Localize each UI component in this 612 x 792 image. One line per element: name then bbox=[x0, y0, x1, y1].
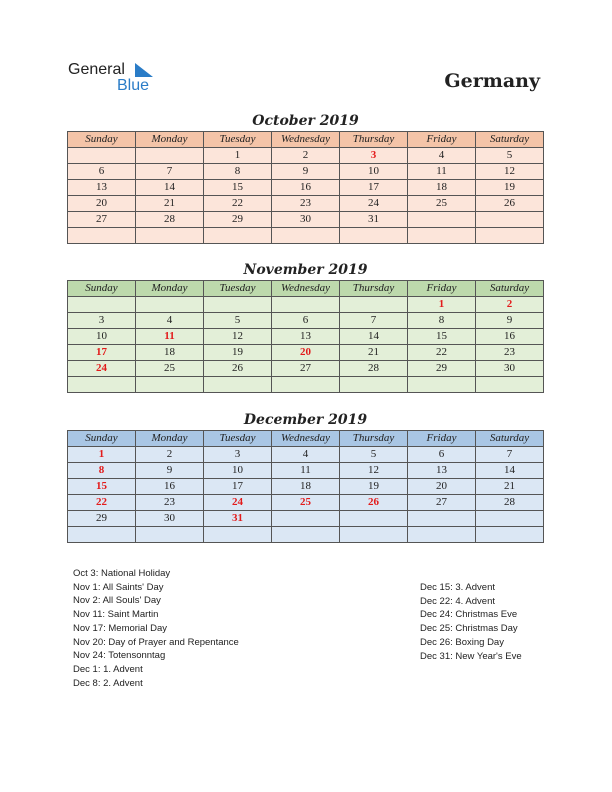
day-cell: 13 bbox=[272, 329, 340, 345]
weekday-header: Tuesday bbox=[204, 431, 272, 447]
day-cell: 9 bbox=[476, 313, 544, 329]
day-cell: 18 bbox=[272, 479, 340, 495]
holiday-note: Nov 2: All Souls' Day bbox=[73, 595, 161, 607]
day-cell: 22 bbox=[204, 196, 272, 212]
day-cell: 15 bbox=[204, 180, 272, 196]
country-title: Germany bbox=[444, 70, 540, 92]
day-cell: 5 bbox=[204, 313, 272, 329]
day-cell: 13 bbox=[408, 463, 476, 479]
day-cell bbox=[204, 527, 272, 543]
holiday-note: Dec 8: 2. Advent bbox=[73, 677, 143, 689]
day-cell bbox=[136, 297, 204, 313]
day-cell: 16 bbox=[272, 180, 340, 196]
day-cell bbox=[272, 377, 340, 393]
day-cell bbox=[68, 377, 136, 393]
day-cell: 24 bbox=[340, 196, 408, 212]
logo-text-general: General bbox=[68, 61, 125, 78]
day-cell: 14 bbox=[476, 463, 544, 479]
week-row bbox=[68, 228, 544, 244]
day-cell bbox=[340, 511, 408, 527]
holiday-note: Nov 20: Day of Prayer and Repentance bbox=[73, 636, 239, 648]
holiday-note: Dec 1: 1. Advent bbox=[73, 663, 143, 675]
day-cell bbox=[136, 377, 204, 393]
week-row bbox=[68, 345, 544, 361]
day-cell: 3 bbox=[340, 148, 408, 164]
day-cell: 12 bbox=[204, 329, 272, 345]
day-cell: 2 bbox=[272, 148, 340, 164]
day-cell: 1 bbox=[68, 447, 136, 463]
day-cell bbox=[68, 228, 136, 244]
weekday-header: Sunday bbox=[68, 431, 136, 447]
day-cell: 31 bbox=[204, 511, 272, 527]
day-cell: 18 bbox=[408, 180, 476, 196]
month-october bbox=[67, 111, 544, 244]
week-row bbox=[68, 196, 544, 212]
day-cell: 16 bbox=[476, 329, 544, 345]
week-row bbox=[68, 447, 544, 463]
weekday-header: Tuesday bbox=[204, 132, 272, 148]
month-title: October 2019 bbox=[252, 113, 359, 129]
week-row bbox=[68, 527, 544, 543]
week-row bbox=[68, 511, 544, 527]
weekday-header: Saturday bbox=[476, 431, 544, 447]
day-cell: 3 bbox=[68, 313, 136, 329]
week-row bbox=[68, 297, 544, 313]
day-cell: 12 bbox=[476, 164, 544, 180]
day-cell: 5 bbox=[340, 447, 408, 463]
weekday-header: Friday bbox=[408, 132, 476, 148]
day-cell bbox=[408, 527, 476, 543]
day-cell: 30 bbox=[476, 361, 544, 377]
day-cell: 7 bbox=[340, 313, 408, 329]
day-cell bbox=[476, 527, 544, 543]
day-cell: 25 bbox=[272, 495, 340, 511]
day-cell bbox=[476, 511, 544, 527]
day-cell bbox=[136, 148, 204, 164]
day-cell: 26 bbox=[204, 361, 272, 377]
holiday-note: Nov 17: Memorial Day bbox=[73, 622, 167, 634]
week-row bbox=[68, 463, 544, 479]
day-cell bbox=[204, 377, 272, 393]
weekday-header: Monday bbox=[136, 431, 204, 447]
day-cell: 17 bbox=[68, 345, 136, 361]
day-cell: 21 bbox=[476, 479, 544, 495]
day-cell bbox=[204, 297, 272, 313]
day-cell: 16 bbox=[136, 479, 204, 495]
holiday-note: Nov 24: Totensonntag bbox=[73, 650, 166, 662]
holiday-note: Dec 15: 3. Advent bbox=[420, 582, 495, 593]
day-cell: 19 bbox=[204, 345, 272, 361]
day-cell: 2 bbox=[136, 447, 204, 463]
weekday-header: Sunday bbox=[68, 132, 136, 148]
day-cell: 24 bbox=[68, 361, 136, 377]
weekday-header: Monday bbox=[136, 281, 204, 297]
day-cell: 23 bbox=[476, 345, 544, 361]
week-row bbox=[68, 212, 544, 228]
weekday-header: Friday bbox=[408, 281, 476, 297]
day-cell: 30 bbox=[272, 212, 340, 228]
weekday-header: Tuesday bbox=[204, 281, 272, 297]
day-cell bbox=[408, 212, 476, 228]
week-row bbox=[68, 148, 544, 164]
day-cell: 15 bbox=[408, 329, 476, 345]
day-cell: 29 bbox=[204, 212, 272, 228]
week-row bbox=[68, 313, 544, 329]
week-row bbox=[68, 361, 544, 377]
day-cell: 9 bbox=[272, 164, 340, 180]
day-cell: 14 bbox=[136, 180, 204, 196]
day-cell: 11 bbox=[408, 164, 476, 180]
day-cell: 8 bbox=[408, 313, 476, 329]
day-cell bbox=[204, 228, 272, 244]
day-cell bbox=[272, 527, 340, 543]
day-cell: 21 bbox=[340, 345, 408, 361]
day-cell: 1 bbox=[408, 297, 476, 313]
day-cell: 7 bbox=[476, 447, 544, 463]
day-cell: 23 bbox=[272, 196, 340, 212]
holiday-note: Dec 25: Christmas Day bbox=[420, 623, 518, 635]
day-cell: 2 bbox=[476, 297, 544, 313]
day-cell: 25 bbox=[408, 196, 476, 212]
day-cell: 20 bbox=[408, 479, 476, 495]
day-cell bbox=[476, 212, 544, 228]
holiday-note: Dec 26: Boxing Day bbox=[420, 636, 504, 648]
weekday-header-row bbox=[68, 281, 544, 297]
day-cell: 21 bbox=[136, 196, 204, 212]
weekday-header: Friday bbox=[408, 431, 476, 447]
day-cell bbox=[136, 228, 204, 244]
week-row bbox=[68, 479, 544, 495]
calendar-table bbox=[67, 430, 544, 543]
week-row bbox=[68, 329, 544, 345]
day-cell bbox=[476, 377, 544, 393]
day-cell: 18 bbox=[136, 345, 204, 361]
week-row bbox=[68, 180, 544, 196]
day-cell: 29 bbox=[408, 361, 476, 377]
day-cell: 8 bbox=[68, 463, 136, 479]
day-cell: 12 bbox=[340, 463, 408, 479]
week-row bbox=[68, 164, 544, 180]
weekday-header: Thursday bbox=[340, 431, 408, 447]
day-cell: 23 bbox=[136, 495, 204, 511]
weekday-header: Saturday bbox=[476, 132, 544, 148]
day-cell: 9 bbox=[136, 463, 204, 479]
day-cell bbox=[408, 377, 476, 393]
day-cell: 13 bbox=[68, 180, 136, 196]
day-cell: 14 bbox=[340, 329, 408, 345]
day-cell bbox=[68, 527, 136, 543]
day-cell: 26 bbox=[340, 495, 408, 511]
day-cell bbox=[340, 228, 408, 244]
weekday-header: Saturday bbox=[476, 281, 544, 297]
month-title: November 2019 bbox=[243, 262, 368, 278]
day-cell: 26 bbox=[476, 196, 544, 212]
logo-triangle-icon bbox=[135, 63, 153, 77]
day-cell: 31 bbox=[340, 212, 408, 228]
day-cell: 22 bbox=[408, 345, 476, 361]
day-cell: 11 bbox=[272, 463, 340, 479]
weekday-header: Monday bbox=[136, 132, 204, 148]
day-cell: 11 bbox=[136, 329, 204, 345]
weekday-header: Wednesday bbox=[272, 431, 340, 447]
day-cell: 30 bbox=[136, 511, 204, 527]
day-cell bbox=[272, 297, 340, 313]
weekday-header-row bbox=[68, 431, 544, 447]
day-cell: 27 bbox=[408, 495, 476, 511]
day-cell: 4 bbox=[408, 148, 476, 164]
day-cell: 5 bbox=[476, 148, 544, 164]
month-december bbox=[67, 410, 544, 543]
day-cell: 10 bbox=[340, 164, 408, 180]
day-cell: 10 bbox=[68, 329, 136, 345]
day-cell: 6 bbox=[68, 164, 136, 180]
day-cell: 28 bbox=[340, 361, 408, 377]
day-cell: 4 bbox=[272, 447, 340, 463]
weekday-header: Wednesday bbox=[272, 132, 340, 148]
day-cell: 19 bbox=[340, 479, 408, 495]
holiday-list-left bbox=[73, 567, 239, 690]
day-cell bbox=[272, 511, 340, 527]
calendar-table bbox=[67, 280, 544, 393]
month-title: December 2019 bbox=[243, 412, 368, 428]
day-cell bbox=[68, 297, 136, 313]
week-row bbox=[68, 377, 544, 393]
day-cell: 28 bbox=[476, 495, 544, 511]
calendar-table bbox=[67, 131, 544, 244]
week-row bbox=[68, 495, 544, 511]
day-cell: 7 bbox=[136, 164, 204, 180]
day-cell: 25 bbox=[136, 361, 204, 377]
day-cell bbox=[68, 148, 136, 164]
day-cell: 29 bbox=[68, 511, 136, 527]
day-cell bbox=[408, 511, 476, 527]
day-cell: 28 bbox=[136, 212, 204, 228]
day-cell: 3 bbox=[204, 447, 272, 463]
holiday-list-right bbox=[420, 581, 522, 663]
day-cell: 27 bbox=[272, 361, 340, 377]
month-november bbox=[67, 260, 544, 393]
weekday-header: Thursday bbox=[340, 132, 408, 148]
holiday-note: Oct 3: National Holiday bbox=[73, 568, 171, 579]
holiday-note: Nov 11: Saint Martin bbox=[73, 609, 159, 621]
day-cell: 4 bbox=[136, 313, 204, 329]
holiday-note: Nov 1: All Saints' Day bbox=[73, 581, 164, 593]
day-cell: 6 bbox=[272, 313, 340, 329]
day-cell: 24 bbox=[204, 495, 272, 511]
weekday-header: Thursday bbox=[340, 281, 408, 297]
weekday-header-row bbox=[68, 132, 544, 148]
day-cell: 6 bbox=[408, 447, 476, 463]
weekday-header: Sunday bbox=[68, 281, 136, 297]
day-cell: 8 bbox=[204, 164, 272, 180]
logo-text-blue: Blue bbox=[117, 77, 150, 94]
day-cell bbox=[476, 228, 544, 244]
day-cell: 20 bbox=[68, 196, 136, 212]
day-cell: 20 bbox=[272, 345, 340, 361]
day-cell: 19 bbox=[476, 180, 544, 196]
holiday-note: Dec 31: New Year's Eve bbox=[420, 650, 522, 662]
day-cell bbox=[136, 527, 204, 543]
day-cell: 17 bbox=[340, 180, 408, 196]
holiday-note: Dec 22: 4. Advent bbox=[420, 595, 495, 607]
day-cell bbox=[272, 228, 340, 244]
day-cell: 1 bbox=[204, 148, 272, 164]
day-cell bbox=[340, 377, 408, 393]
day-cell bbox=[408, 228, 476, 244]
day-cell bbox=[340, 297, 408, 313]
holiday-note: Dec 24: Christmas Eve bbox=[420, 609, 518, 621]
day-cell bbox=[340, 527, 408, 543]
day-cell: 10 bbox=[204, 463, 272, 479]
day-cell: 15 bbox=[68, 479, 136, 495]
weekday-header: Wednesday bbox=[272, 281, 340, 297]
logo bbox=[68, 62, 149, 94]
day-cell: 27 bbox=[68, 212, 136, 228]
day-cell: 22 bbox=[68, 495, 136, 511]
day-cell: 17 bbox=[204, 479, 272, 495]
